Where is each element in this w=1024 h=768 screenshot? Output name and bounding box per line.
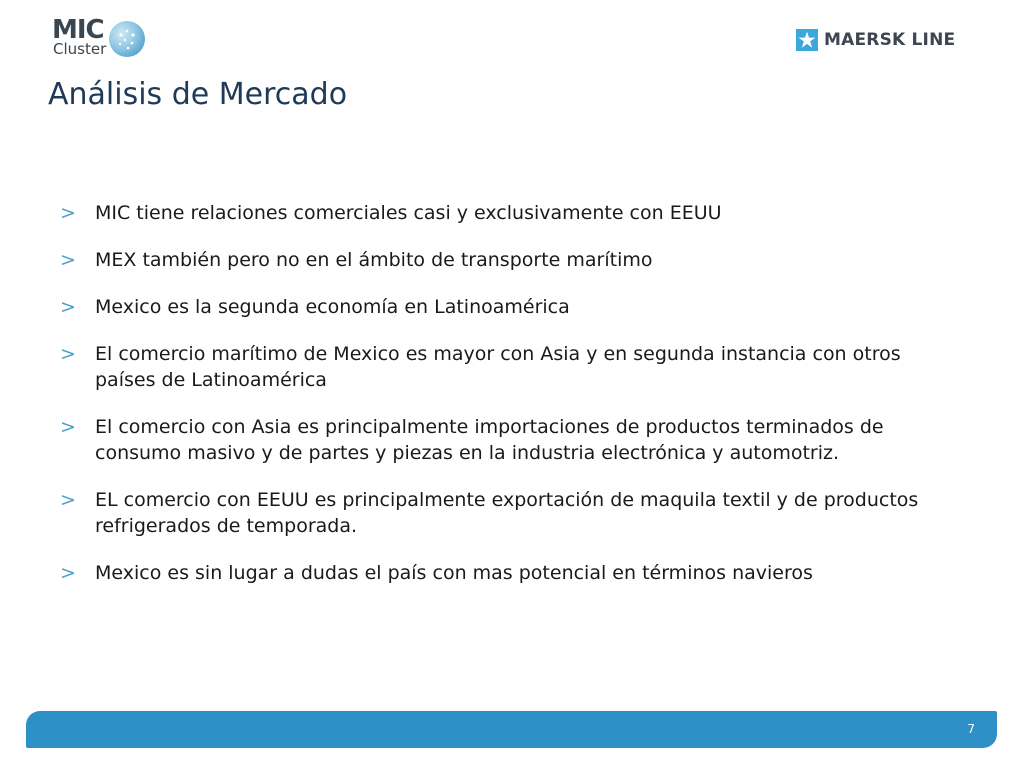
list-item (60, 294, 940, 320)
page-title: Análisis de Mercado (48, 77, 348, 112)
bullet-marker: > (60, 562, 76, 584)
bullet-text: Mexico es la segunda economía en Latinoamérica (95, 296, 570, 318)
bullet-marker: > (60, 296, 76, 318)
mic-logo-word: MIC (52, 15, 104, 45)
bullet-marker: > (60, 202, 76, 224)
bullet-marker: > (60, 343, 76, 365)
list-item (60, 341, 940, 393)
maersk-line-logo (796, 28, 955, 52)
bullet-marker: > (60, 489, 76, 511)
list-item (60, 247, 940, 273)
maersk-star-icon (796, 29, 818, 51)
footer-bar (26, 711, 997, 748)
bullet-text: MIC tiene relaciones comerciales casi y exclusivamente con EEUU (95, 202, 722, 224)
bullet-text: El comercio con Asia es principalmente importaciones de productos terminados de consumo masivo y de partes y piezas en la industria electrónica y automotriz. (95, 416, 884, 464)
list-item (60, 487, 940, 539)
list-item (60, 200, 940, 226)
page-number: 7 (967, 722, 975, 736)
globe-icon (108, 20, 146, 58)
list-item (60, 560, 940, 586)
bullet-text: El comercio marítimo de Mexico es mayor con Asia y en segunda instancia con otros países de Latinoamérica (95, 343, 901, 391)
maersk-logo-text: MAERSK LINE (824, 30, 956, 50)
bullet-text: EL comercio con EEUU es principalmente exportación de maquila textil y de productos refrigerados de temporada. (95, 489, 919, 537)
bullet-text: MEX también pero no en el ámbito de transporte marítimo (95, 249, 653, 271)
bullet-text: Mexico es sin lugar a dudas el país con mas potencial en términos navieros (95, 562, 813, 584)
bullet-marker: > (60, 249, 76, 271)
mic-logo-subword: Cluster (53, 40, 107, 58)
mic-cluster-logo (52, 16, 152, 68)
bullet-list (60, 200, 940, 607)
list-item (60, 414, 940, 466)
bullet-marker: > (60, 416, 76, 438)
